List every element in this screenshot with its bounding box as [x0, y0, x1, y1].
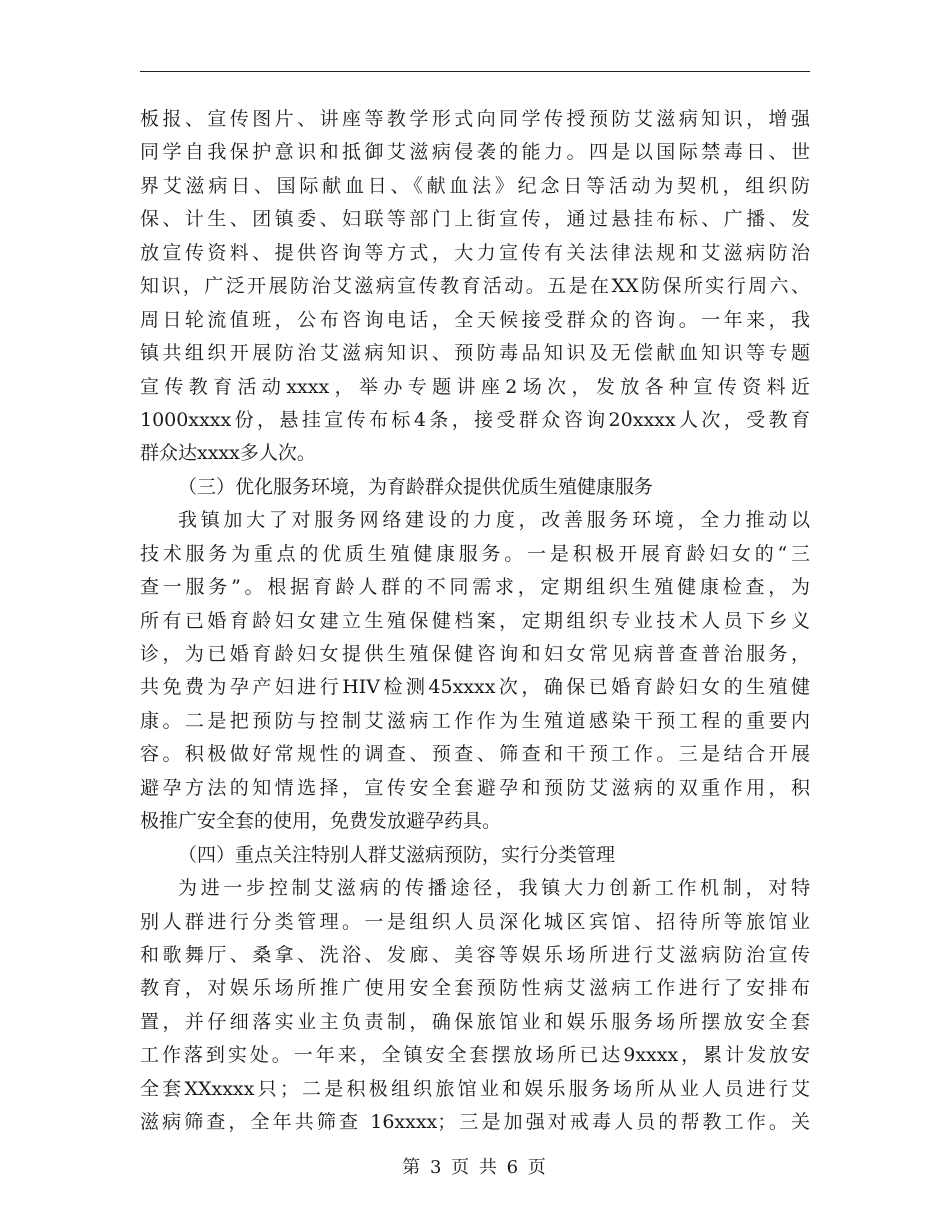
text-line: 极推广安全套的使用，免费发放避孕药具。 [140, 810, 502, 833]
text-line: 置，并仔细落实业主负责制，确保旅馆业和娱乐服务场所摆放安全套 [140, 1010, 810, 1033]
text-line: 工作落到实处。一年来，全镇安全套摆放场所已达9xxxx，累计发放安 [140, 1044, 810, 1067]
text-line: 教育，对娱乐场所推广使用安全套预防性病艾滋病工作进行了安排布 [140, 977, 810, 1000]
text-line: 技术服务为重点的优质生殖健康服务。一是积极开展育龄妇女的“三 [140, 542, 810, 565]
text-line: 共免费为孕产妇进行HIV检测45xxxx次，确保已婚育龄妇女的生殖健 [140, 676, 810, 699]
text-line: 和歌舞厅、桑拿、洗浴、发廊、美容等娱乐场所进行艾滋病防治宣传 [140, 943, 810, 966]
text-line: 板报、宣传图片、讲座等教学形式向同学传授预防艾滋病知识，增强 [140, 108, 810, 130]
text-line: 知识，广泛开展防治艾滋病宣传教育活动。五是在XX防保所实行周六、 [140, 275, 810, 298]
text-line: 所有已婚育龄妇女建立生殖保健档案，定期组织专业技术人员下乡义 [140, 609, 810, 632]
text-line: 保、计生、团镇委、妇联等部门上街宣传，通过悬挂布标、广播、发 [140, 208, 810, 231]
text-line: 为进一步控制艾滋病的传播途径，我镇大力创新工作机制，对特 [178, 877, 810, 900]
text-line: 镇共组织开展防治艾滋病知识、预防毒品知识及无偿献血知识等专题 [140, 342, 810, 365]
text-line: 宣传教育活动xxxx，举办专题讲座2场次，发放各种宣传资料近 [140, 375, 810, 398]
text-line: 避孕方法的知情选择，宣传安全套避孕和预防艾滋病的双重作用，积 [140, 776, 810, 799]
text-line: 容。积极做好常规性的调查、预查、筛查和干预工作。三是结合开展 [140, 743, 810, 766]
text-line: 诊，为已婚育龄妇女提供生殖保健咨询和妇女常见病普查普治服务， [140, 643, 810, 665]
text-line: 同学自我保护意识和抵御艾滋病侵袭的能力。四是以国际禁毒日、世 [140, 141, 810, 164]
text-line: 全套XXxxxx只；二是积极组织旅馆业和娱乐服务场所从业人员进行艾 [140, 1077, 810, 1100]
page-number: 第 3 页 共 6 页 [402, 1157, 548, 1178]
text-line: 周日轮流值班，公布咨询电话，全天候接受群众的咨询。一年来，我 [140, 308, 810, 331]
text-line: 别人群进行分类管理。一是组织人员深化城区宾馆、招待所等旅馆业 [140, 910, 810, 933]
section-heading: （三）优化服务环境，为育龄群众提供优质生殖健康服务 [178, 475, 654, 498]
document-body [140, 103, 810, 1140]
header-rule [140, 71, 810, 72]
text-line: 康。二是把预防与控制艾滋病工作作为生殖道感染干预工程的重要内 [140, 709, 810, 732]
text-line: 放宣传资料、提供咨询等方式，大力宣传有关法律法规和艾滋病防治 [140, 241, 810, 264]
text-line: 群众达xxxx多人次。 [140, 442, 316, 465]
text-line: 界艾滋病日、国际献血日、《献血法》纪念日等活动为契机，组织防 [140, 174, 810, 197]
text-line: 1000xxxx份，悬挂宣传布标4条，接受群众咨询20xxxx人次，受教育 [140, 408, 810, 431]
text-line: 查一服务”。根据育龄人群的不同需求，定期组织生殖健康检查，为 [140, 576, 810, 599]
text-line: 我镇加大了对服务网络建设的力度，改善服务环境，全力推动以 [178, 509, 810, 532]
text-line: 滋病筛查，全年共筛查 16xxxx；三是加强对戒毒人员的帮教工作。关 [140, 1111, 810, 1134]
section-heading: （四）重点关注特别人群艾滋病预防，实行分类管理 [178, 843, 616, 866]
